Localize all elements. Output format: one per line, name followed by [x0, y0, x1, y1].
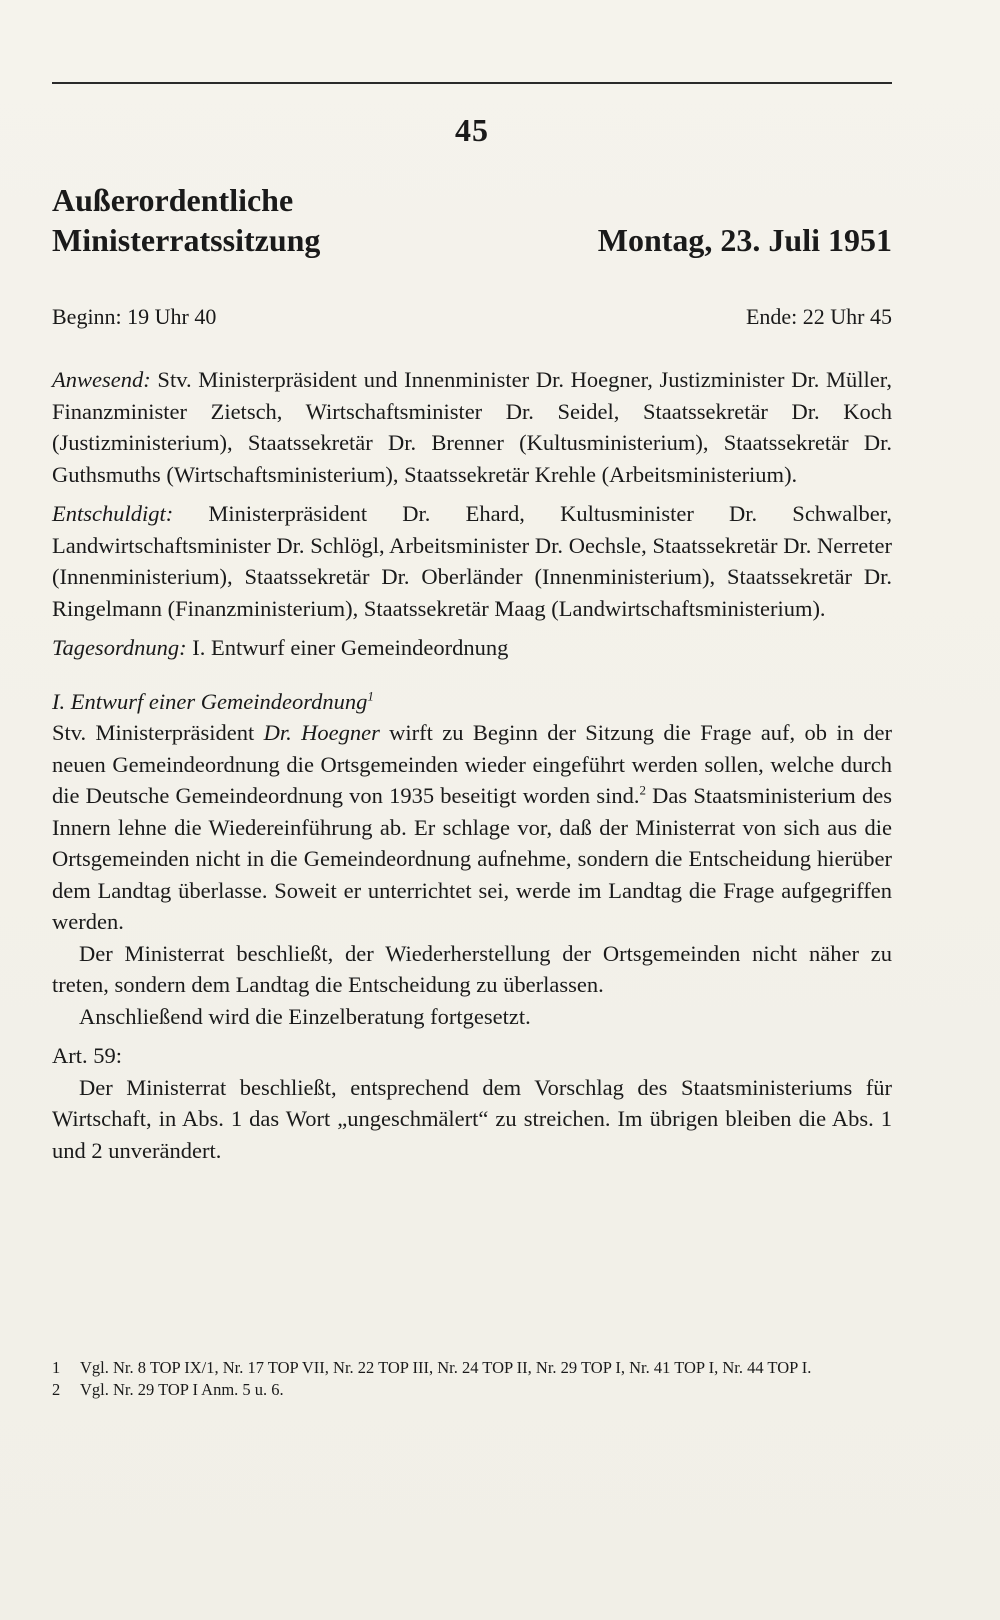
present-label: Anwesend: — [52, 367, 151, 392]
section-paragraph-2: Der Ministerrat beschließt, der Wiederherstellung der Ortsgemeinden nicht näher zu treten, sondern dem Landtag die Entscheidung zu überlassen. — [52, 940, 892, 997]
present-text: Stv. Ministerpräsident und Innenminister Dr. Hoegner, Justizminister Dr. Müller, Finanzminister Zietsch, Wirtschaftsminister Dr. Seidel, Staatssekretär Dr. Koch (Justizministerium), Staatssekretär Dr. Brenner (Kultusministerium), Staatssekretär Dr. Guthsmuths (Wirtschaftsministerium), Staatssekretär Krehle (Arbeitsministerium). — [52, 367, 892, 487]
footnote-number: 2 — [52, 1380, 61, 1399]
start-time: Beginn: 19 Uhr 40 — [52, 304, 217, 329]
header-rule — [52, 82, 892, 84]
session-date: Montag, 23. Juli 1951 — [597, 222, 892, 258]
footnote-number: 1 — [52, 1358, 61, 1377]
speaker-name: Dr. Hoegner — [263, 720, 380, 745]
section-paragraph-3: Anschließend wird die Einzelberatung fortgesetzt. — [79, 1003, 531, 1029]
title-block — [52, 180, 892, 260]
p1-text-a: Stv. Ministerpräsident — [52, 720, 264, 745]
section-heading — [52, 686, 892, 718]
section-paragraph-1 — [52, 717, 892, 938]
excused-paragraph — [52, 498, 892, 624]
section-paragraph-4: Der Ministerrat beschließt, entsprechend dem Vorschlag des Staatsministeriums für Wirtschaft, in Abs. 1 das Wort „ungeschmälert“ zu streichen. Im übrigen bleiben die Abs. 1 und 2 unverändert. — [52, 1074, 892, 1163]
excused-label: Entschuldigt: — [52, 501, 174, 526]
title-line-2: Ministerratssitzung — [52, 222, 321, 258]
p1-text-c: Das Staatsministerium des Innern lehne die Wiedereinführung ab. Er schlage vor, daß der Ministerrat von sich aus die Ortsgemeinden nicht in die Gemeindeordnung aufnehme, sondern die Entscheidung hierüber dem Landtag überlasse. Soweit er unterrichtet sei, werde im Landtag die Frage aufgegriffen werden. — [52, 783, 892, 934]
excused-text: Ministerpräsident Dr. Ehard, Kultusminister Dr. Schwalber, Landwirtschaftsminister Dr. Schlögl, Arbeitsminister Dr. Oechsle, Staatssekretär Dr. Nerreter (Innenministerium), Staatssekretär Dr. Oberländer (Innenministerium), Staatssekretär Dr. Ringelmann (Finanzministerium), Staatssekretär Maag (Landwirtschaftsministerium). — [52, 501, 892, 621]
footnotes — [52, 1357, 892, 1401]
article-label: Art. 59: — [52, 1043, 122, 1068]
footnote-1 — [52, 1357, 892, 1379]
footnote-2 — [52, 1379, 892, 1401]
agenda-paragraph — [52, 632, 892, 664]
document-number: 45 — [455, 112, 489, 148]
section-heading-text: I. Entwurf einer Gemeindeordnung — [52, 688, 368, 714]
footnote-text: Vgl. Nr. 29 TOP I Anm. 5 u. 6. — [80, 1380, 284, 1399]
present-paragraph — [52, 364, 892, 490]
footnote-text: Vgl. Nr. 8 TOP IX/1, Nr. 17 TOP VII, Nr. 22 TOP III, Nr. 24 TOP II, Nr. 29 TOP I, Nr. 41 TOP I, Nr. 44 TOP I. — [80, 1358, 812, 1377]
agenda-label: Tagesordnung: — [52, 635, 187, 660]
body-text — [52, 364, 892, 1166]
end-time: Ende: 22 Uhr 45 — [745, 304, 892, 329]
title-line-1: Außerordentliche — [52, 182, 294, 218]
agenda-text: I. Entwurf einer Gemeindeordnung — [186, 635, 509, 660]
footnote-ref-2: 2 — [639, 782, 646, 798]
footnote-ref-1: 1 — [367, 688, 374, 703]
p1-text-b: wirft zu Beginn der Sitzung die Frage auf, ob in der neuen Gemeindeordnung die Ortsgemeinden wieder eingeführt werden sollen, welche durch die Deutsche Gemeindeordnung von 1935 beseitigt worden sind. — [52, 720, 892, 808]
